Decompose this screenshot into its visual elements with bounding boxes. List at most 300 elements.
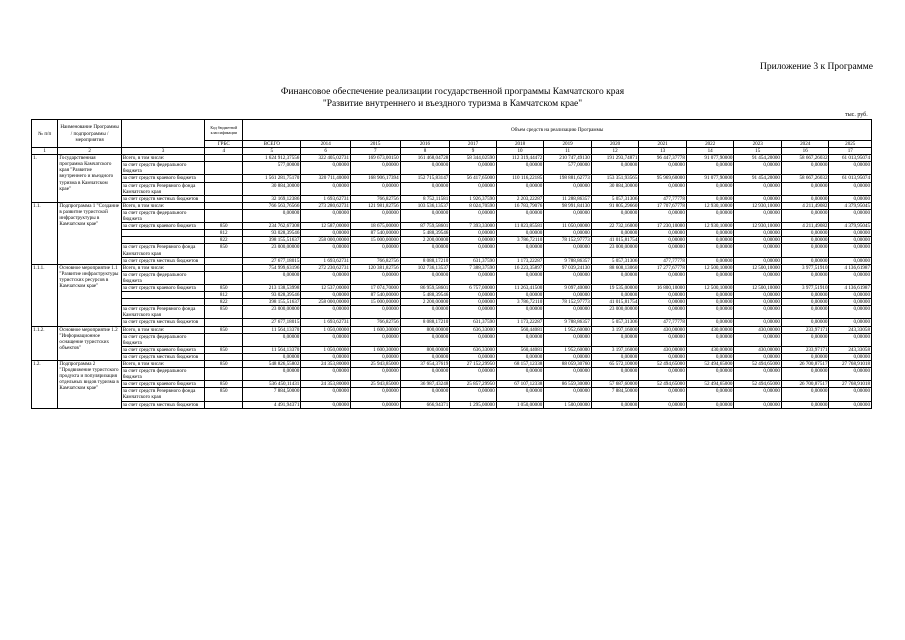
year-value: 0,00000: [829, 195, 872, 202]
grbs-code: 850: [205, 361, 243, 368]
year-value: 273 280,62731: [301, 202, 351, 209]
year-value: 0,00000: [301, 230, 351, 237]
year-value: 0,00000: [734, 271, 782, 284]
year-value: 0,00000: [591, 230, 639, 237]
year-value: 102 736,13537: [400, 264, 450, 271]
total-value: 11 564,13370: [243, 326, 301, 333]
table-row: [32, 195, 872, 202]
grbs-code: [205, 209, 243, 222]
year-value: 0,00000: [450, 162, 496, 175]
year-value: 233,97171: [781, 346, 829, 353]
year-value: 0,00000: [829, 182, 872, 195]
year-value: 61 013,95074: [829, 155, 872, 162]
year-value: 0,00000: [400, 182, 450, 195]
year-value: 91 805,29660: [591, 202, 639, 209]
table-row: [32, 202, 872, 209]
year-value: 0,00000: [639, 353, 687, 360]
year-value: 631,37590: [450, 257, 496, 264]
year-value: 1 600,30000: [351, 326, 401, 333]
year-value: 0,00000: [686, 195, 734, 202]
program-name: Основное мероприятие 1.2 "Информационное оснащение туристских объектов": [58, 326, 121, 360]
year-value: 1 295,00000: [450, 401, 496, 408]
year-value: 0,00000: [496, 333, 544, 346]
year-value: 1 050,00000: [496, 401, 544, 408]
year-value: 0,00000: [686, 292, 734, 299]
year-value: 0,00000: [781, 195, 829, 202]
total-value: 23 000,00000: [243, 306, 301, 319]
funding-source: Всего, в том числе:: [121, 326, 204, 333]
year-value: 91 454,20000: [734, 155, 782, 162]
total-value: 0,00000: [243, 209, 301, 222]
year-value: 0,00000: [781, 353, 829, 360]
year-value: 0,00000: [496, 271, 544, 284]
year-value: 0,00000: [781, 319, 829, 326]
year-value: 0,00000: [544, 388, 592, 401]
year-value: 61 013,95074: [829, 175, 872, 182]
year-value: 0,00000: [686, 299, 734, 306]
year-value: 0,00000: [301, 353, 351, 360]
year-value: 430,00000: [734, 326, 782, 333]
year-value: 16 223,35897: [496, 264, 544, 271]
program-name: Подпрограмма 1 "Создание в развитие туристской инфраструктуры в Камчатском крае": [58, 202, 121, 264]
year-value: 0,00000: [734, 257, 782, 264]
total-value: 577,00000: [243, 162, 301, 175]
year-value: 0,00000: [781, 368, 829, 381]
year-value: 8 752,11581: [400, 195, 450, 202]
year-value: 0,00000: [734, 244, 782, 257]
year-value: 0,00000: [400, 209, 450, 222]
year-value: 25 857,29950: [450, 381, 496, 388]
year-value: 0,00000: [301, 368, 351, 381]
year-value: 0,00000: [829, 388, 872, 401]
total-value: 0,00000: [243, 353, 301, 360]
year-value: 0,00000: [591, 353, 639, 360]
funding-source: за счет средств Резервного фонда Камчатского края: [121, 306, 204, 319]
year-value: 58 344,02590: [450, 155, 496, 162]
funding-source: за счет средств краевого бюджета: [121, 175, 204, 182]
grbs-code: [205, 264, 243, 271]
year-value: 56 417,65000: [450, 175, 496, 182]
year-value: 0,00000: [400, 244, 450, 257]
year-value: 23 000,00000: [591, 244, 639, 257]
year-value: 477,77778: [639, 319, 687, 326]
year-value: 103 536,13537: [400, 202, 450, 209]
year-value: 636,33000: [450, 346, 496, 353]
year-value: 0,00000: [781, 257, 829, 264]
year-value: 636,33000: [450, 326, 496, 333]
year-value: 161 468,04728: [400, 155, 450, 162]
year-value: 0,00000: [734, 368, 782, 381]
year-value: 4 136,61987: [829, 264, 872, 271]
row-number: 1.: [32, 155, 58, 203]
year-value: 17 230,10000: [639, 223, 687, 230]
header-year: 2015: [351, 141, 401, 148]
year-value: 0,00000: [496, 209, 544, 222]
year-value: 0,00000: [351, 271, 401, 284]
year-value: 0,00000: [450, 368, 496, 381]
total-value: 0,00000: [243, 271, 301, 284]
header-colnum: 5: [243, 148, 301, 155]
year-value: 12 930,10000: [734, 223, 782, 230]
year-value: 7 884,50000: [591, 388, 639, 401]
year-value: 0,00000: [450, 237, 496, 244]
table-row: [32, 299, 872, 306]
year-value: 0,00000: [496, 368, 544, 381]
year-value: 1 600,30000: [351, 346, 401, 353]
grbs-code: 850: [205, 306, 243, 319]
table-row: [32, 182, 872, 195]
table-row: [32, 353, 872, 360]
year-value: 430,00000: [686, 346, 734, 353]
year-value: 430,00000: [639, 326, 687, 333]
year-value: 5 488,39546: [400, 230, 450, 237]
year-value: 0,00000: [450, 299, 496, 306]
year-value: 8 088,17210: [400, 257, 450, 264]
year-value: 26 700,87517: [781, 361, 829, 368]
row-number: 1.2.: [32, 361, 58, 409]
year-value: 243,33058: [829, 346, 872, 353]
year-value: 0,00000: [829, 162, 872, 175]
header-grbs: ГРБС: [205, 141, 243, 148]
year-value: 0,00000: [496, 182, 544, 195]
year-value: 0,00000: [496, 388, 544, 401]
year-value: 15 000,00000: [351, 299, 401, 306]
year-value: 631,37590: [450, 319, 496, 326]
year-value: 0,00000: [544, 244, 592, 257]
year-value: 0,00000: [781, 333, 829, 346]
header-colnum: 13: [639, 148, 687, 155]
year-value: 0,00000: [686, 368, 734, 381]
year-value: 95 969,60000: [639, 175, 687, 182]
year-value: 430,00000: [639, 346, 687, 353]
year-value: 0,00000: [544, 353, 592, 360]
year-value: 0,00000: [591, 209, 639, 222]
year-value: 0,00000: [544, 306, 592, 319]
year-value: 27 768,91018: [829, 361, 872, 368]
year-value: 0,00000: [686, 333, 734, 346]
table-row: [32, 264, 872, 271]
year-value: 30 884,30000: [591, 182, 639, 195]
year-value: 0,00000: [496, 306, 544, 319]
year-value: 1 952,60000: [544, 346, 592, 353]
year-value: 18 675,00000: [351, 223, 401, 230]
year-value: 4 379,95045: [829, 202, 872, 209]
year-value: 0,00000: [734, 209, 782, 222]
year-value: 0,00000: [639, 368, 687, 381]
year-value: 15 000,00000: [351, 237, 401, 244]
total-value: 1 561 281,75170: [243, 175, 301, 182]
header-colnum: 4: [205, 148, 243, 155]
total-value: 754 999,63196: [243, 264, 301, 271]
year-value: 86 559,30000: [544, 381, 592, 388]
total-value: 30 884,30000: [243, 182, 301, 195]
year-value: 430,00000: [686, 326, 734, 333]
year-value: 4 211,49082: [781, 223, 829, 230]
header-colnum: 11: [544, 148, 592, 155]
appendix-label: Приложение 3 к Программе: [760, 62, 873, 72]
year-value: 477,77778: [639, 195, 687, 202]
row-number: 1.1.: [32, 202, 58, 264]
total-value: 27 677,18015: [243, 319, 301, 326]
grbs-code: [205, 333, 243, 346]
year-value: 560,44081: [496, 326, 544, 333]
year-value: 26 700,87517: [781, 381, 829, 388]
year-value: 210 747,49130: [544, 155, 592, 162]
year-value: 87 540,00000: [351, 230, 401, 237]
total-value: 0,00000: [243, 368, 301, 381]
year-value: 0,00000: [301, 271, 351, 284]
year-value: 0,00000: [496, 292, 544, 299]
header-year: 2022: [686, 141, 734, 148]
year-value: 0,00000: [450, 209, 496, 222]
header-colnum: 12: [591, 148, 639, 155]
year-value: 0,00000: [686, 209, 734, 222]
year-value: 0,00000: [400, 333, 450, 346]
year-value: 8 088,17210: [400, 319, 450, 326]
year-value: 1 952,60000: [544, 326, 592, 333]
year-value: 52 494,65000: [639, 381, 687, 388]
header-colnum: 3: [121, 148, 204, 155]
header-year: 2025: [829, 141, 872, 148]
year-value: 0,00000: [400, 353, 450, 360]
year-value: 0,00000: [829, 271, 872, 284]
year-value: 168 906,17394: [351, 175, 401, 182]
year-value: 0,00000: [829, 299, 872, 306]
year-value: 0,00000: [400, 388, 450, 401]
year-value: 78 152,97773: [544, 237, 592, 244]
header-colnum: 16: [781, 148, 829, 155]
year-value: 0,00000: [829, 306, 872, 319]
year-value: 57 687,60000: [591, 381, 639, 388]
year-value: 52 494,65000: [686, 381, 734, 388]
table-row: [32, 244, 872, 257]
year-value: 0,00000: [450, 333, 496, 346]
year-value: 91 077,90000: [686, 175, 734, 182]
year-value: 12 537,00000: [301, 284, 351, 291]
total-value: 27 677,18015: [243, 257, 301, 264]
year-value: 0,00000: [781, 244, 829, 257]
grbs-code: 812: [205, 292, 243, 299]
table-row: [32, 368, 872, 381]
year-value: 0,00000: [686, 237, 734, 244]
year-value: 2 200,00000: [400, 237, 450, 244]
year-value: 7 388,37590: [450, 264, 496, 271]
year-value: 233,97171: [781, 326, 829, 333]
year-value: 258 000,00000: [301, 237, 351, 244]
year-value: 58 667,26032: [781, 155, 829, 162]
funding-source: за счет средств федерального бюджета: [121, 162, 204, 175]
year-value: 5 057,31306: [591, 319, 639, 326]
year-value: 37 654,37619: [400, 361, 450, 368]
year-value: 86 959,58601: [400, 284, 450, 291]
table-row: [32, 162, 872, 175]
year-value: 0,00000: [829, 230, 872, 237]
program-name: Основное мероприятие 1.1 "Развитие инфраструктуры туристских ресурсов в Камчатском крае": [58, 264, 121, 326]
year-value: 112 319,44472: [496, 155, 544, 162]
table-row: [32, 388, 872, 401]
year-value: 0,00000: [496, 353, 544, 360]
year-value: 0,00000: [301, 333, 351, 346]
year-value: 152 715,83147: [400, 175, 450, 182]
year-value: 0,00000: [781, 209, 829, 222]
year-value: 88 059,30760: [544, 361, 592, 368]
year-value: 0,00000: [734, 195, 782, 202]
grbs-code: 850: [205, 381, 243, 388]
year-value: 0,00000: [781, 271, 829, 284]
year-value: 0,00000: [544, 368, 592, 381]
year-value: 0,00000: [301, 162, 351, 175]
year-value: 0,00000: [734, 306, 782, 319]
year-value: 12 500,10000: [686, 264, 734, 271]
header-name: Наименование Программы / подпрограммы / мероприятия: [58, 120, 121, 148]
year-value: 0,00000: [351, 209, 401, 222]
header-year: 2016: [400, 141, 450, 148]
year-value: 52 494,65000: [639, 361, 687, 368]
year-value: 0,00000: [781, 401, 829, 408]
table-row: [32, 361, 872, 368]
year-value: 800,00000: [400, 326, 450, 333]
funding-source: за счет средств федерального бюджета: [121, 333, 204, 346]
year-value: 0,00000: [639, 401, 687, 408]
year-value: 0,00000: [734, 319, 782, 326]
year-value: 0,00000: [639, 237, 687, 244]
year-value: 766,82756: [351, 257, 401, 264]
year-value: 272 230,62731: [301, 264, 351, 271]
year-value: 52 494,65000: [734, 381, 782, 388]
year-value: 198 881,62773: [544, 175, 592, 182]
year-value: 3 786,72110: [496, 299, 544, 306]
grbs-code: 850: [205, 326, 243, 333]
year-value: 0,00000: [734, 353, 782, 360]
year-value: 0,00000: [829, 257, 872, 264]
total-value: 548 826,55802: [243, 361, 301, 368]
year-value: 12 500,10000: [734, 284, 782, 291]
year-value: 1 693,62731: [301, 319, 351, 326]
year-value: 3 197,16000: [591, 346, 639, 353]
funding-source: Всего, в том числе:: [121, 155, 204, 162]
year-value: 22 732,16000: [591, 223, 639, 230]
year-value: 0,00000: [400, 368, 450, 381]
funding-source: за счет средств краевого бюджета: [121, 223, 204, 230]
total-value: 213 138,53998: [243, 284, 301, 291]
year-value: 0,00000: [351, 353, 401, 360]
year-value: 24 353,80000: [301, 361, 351, 368]
year-value: 258 000,00000: [301, 299, 351, 306]
header-colnum: 1: [32, 148, 58, 155]
year-value: 27 152,29950: [450, 361, 496, 368]
year-value: 98 991,84130: [544, 202, 592, 209]
year-value: 0,00000: [781, 230, 829, 237]
year-value: 0,00000: [544, 292, 592, 299]
year-value: 25 943,85000: [351, 361, 401, 368]
table-row: [32, 319, 872, 326]
header-colnum: 8: [400, 148, 450, 155]
year-value: 0,00000: [686, 306, 734, 319]
year-value: 0,00000: [450, 388, 496, 401]
year-value: 5 488,39546: [400, 292, 450, 299]
total-value: 32 169,12386: [243, 195, 301, 202]
year-value: 0,00000: [829, 209, 872, 222]
funding-source: за счет средств местных бюджетов: [121, 195, 204, 202]
table-row: [32, 401, 872, 408]
year-value: 91 077,90000: [686, 155, 734, 162]
header-colnum: 2: [58, 148, 121, 155]
year-value: 0,00000: [639, 182, 687, 195]
year-value: 766,82756: [351, 319, 401, 326]
total-value: 398 155,51637: [243, 299, 301, 306]
grbs-code: 812: [205, 230, 243, 237]
year-value: 1 050,00000: [301, 326, 351, 333]
table-row: [32, 333, 872, 346]
funding-source: за счет средств краевого бюджета: [121, 346, 204, 353]
year-value: 0,00000: [639, 244, 687, 257]
grbs-code: [205, 353, 243, 360]
grbs-code: [205, 162, 243, 175]
year-value: 0,00000: [686, 271, 734, 284]
grbs-code: [205, 271, 243, 284]
year-value: 560,44081: [496, 346, 544, 353]
header-year: 2020: [591, 141, 639, 148]
year-value: 766,82756: [351, 195, 401, 202]
year-value: 0,00000: [400, 162, 450, 175]
year-value: 0,00000: [591, 271, 639, 284]
funding-source: за счет средств Резервного фонда Камчатского края: [121, 244, 204, 257]
header-num: № п/п: [32, 120, 58, 148]
year-value: 12 587,00000: [301, 223, 351, 230]
year-value: 0,00000: [686, 182, 734, 195]
year-value: 11 823,85581: [496, 223, 544, 230]
total-value: 93 028,39546: [243, 292, 301, 299]
year-value: 41 015,81754: [591, 237, 639, 244]
total-value: 536 450,11431: [243, 381, 301, 388]
year-value: 9 788,86357: [544, 257, 592, 264]
grbs-code: 850: [205, 346, 243, 353]
year-value: 96 447,37778: [639, 155, 687, 162]
year-value: 0,00000: [639, 292, 687, 299]
year-value: 1 500,00000: [544, 401, 592, 408]
year-value: 0,00000: [781, 299, 829, 306]
funding-source: за счет средств местных бюджетов: [121, 401, 204, 408]
header-year: 2019: [544, 141, 592, 148]
year-value: 4 211,49082: [781, 202, 829, 209]
header-colnum: 6: [301, 148, 351, 155]
year-value: 0,00000: [450, 244, 496, 257]
total-value: 11 564,13370: [243, 346, 301, 353]
year-value: 0,00000: [781, 292, 829, 299]
year-value: 0,00000: [686, 244, 734, 257]
year-value: 0,00000: [351, 162, 401, 175]
year-value: 0,00000: [829, 333, 872, 346]
year-value: 0,00000: [734, 237, 782, 244]
year-value: 0,00000: [639, 306, 687, 319]
row-number: 1.1.1.: [32, 264, 58, 326]
year-value: 0,00000: [734, 292, 782, 299]
year-value: 0,00000: [301, 292, 351, 299]
year-value: 1 693,62731: [301, 257, 351, 264]
year-value: 0,00000: [686, 401, 734, 408]
year-value: 169 673,00150: [351, 155, 401, 162]
year-value: 0,00000: [301, 182, 351, 195]
year-value: 0,00000: [829, 368, 872, 381]
row-number: 1.1.2.: [32, 326, 58, 360]
year-value: 0,00000: [450, 182, 496, 195]
year-value: 65 572,10000: [591, 361, 639, 368]
year-value: 17 277,67778: [639, 264, 687, 271]
year-value: 19 535,00000: [591, 284, 639, 291]
year-value: 0,00000: [450, 353, 496, 360]
grbs-code: [205, 175, 243, 182]
year-value: 11 050,00000: [544, 223, 592, 230]
